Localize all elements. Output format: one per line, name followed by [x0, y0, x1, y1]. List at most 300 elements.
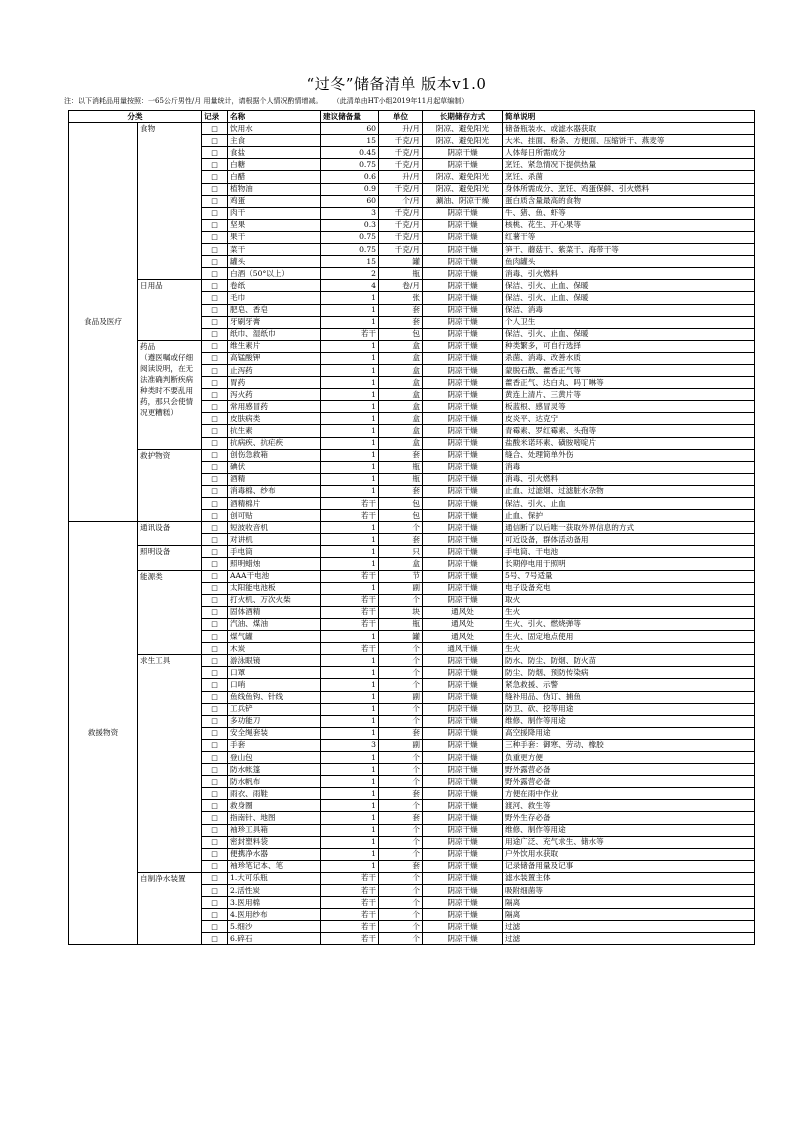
item-storage-method: 阴凉干燥: [423, 727, 503, 739]
item-unit: 个: [379, 872, 423, 884]
record-checkbox[interactable]: □: [202, 679, 228, 691]
item-description: 保洁、引火、止血、保暖: [503, 292, 755, 304]
item-unit: 个: [379, 715, 423, 727]
category-main: 食品及医疗: [69, 123, 138, 522]
page-title: “过冬”储备清单 版本v1.0: [306, 75, 487, 93]
category-sub: [138, 872, 202, 945]
item-storage-method: 阴凉干燥: [423, 437, 503, 449]
item-unit: 个: [379, 824, 423, 836]
record-checkbox[interactable]: □: [202, 171, 228, 183]
item-storage-method: 阴凉干燥: [423, 691, 503, 703]
table-row: [69, 655, 755, 667]
item-storage-method: 阴凉干燥: [423, 812, 503, 824]
item-name: 3.医用棉: [228, 897, 321, 909]
item-description: 保洁、引火、止血、保暖: [503, 280, 755, 292]
item-storage-method: 阴凉干燥: [423, 485, 503, 497]
item-quantity: 若干: [321, 498, 379, 510]
record-checkbox[interactable]: □: [202, 776, 228, 788]
item-quantity: 3: [321, 207, 379, 219]
item-quantity: 0.75: [321, 231, 379, 243]
item-quantity: 1: [321, 449, 379, 461]
item-unit: 千克/月: [379, 207, 423, 219]
item-quantity: 0.6: [321, 171, 379, 183]
item-quantity: 若干: [321, 643, 379, 655]
record-checkbox[interactable]: □: [202, 522, 228, 534]
record-checkbox[interactable]: □: [202, 764, 228, 776]
item-description: 野外露营必备: [503, 776, 755, 788]
item-name: 饮用水: [228, 123, 321, 135]
record-checkbox[interactable]: □: [202, 836, 228, 848]
item-unit: 套: [379, 316, 423, 328]
record-checkbox[interactable]: □: [202, 788, 228, 800]
item-unit: 套: [379, 860, 423, 872]
item-description: 通信断了以后唯一获取外界信息的方式: [503, 522, 755, 534]
item-unit: 千克/月: [379, 135, 423, 147]
item-name: 手套: [228, 739, 321, 751]
item-name: 指南针、地图: [228, 812, 321, 824]
item-quantity: 1: [321, 582, 379, 594]
item-quantity: 1: [321, 764, 379, 776]
record-checkbox[interactable]: □: [202, 231, 228, 243]
item-unit: 千克/月: [379, 159, 423, 171]
record-checkbox[interactable]: □: [202, 268, 228, 280]
item-description: 渡河、救生等: [503, 800, 755, 812]
item-unit: 个: [379, 751, 423, 763]
item-name: 登山包: [228, 751, 321, 763]
item-quantity: 1: [321, 340, 379, 352]
item-unit: 个: [379, 909, 423, 921]
item-description: 生火: [503, 606, 755, 618]
item-storage-method: 阴凉干燥: [423, 147, 503, 159]
item-name: 木炭: [228, 643, 321, 655]
item-quantity: 1: [321, 788, 379, 800]
item-quantity: 1: [321, 425, 379, 437]
record-checkbox[interactable]: □: [202, 461, 228, 473]
record-checkbox[interactable]: □: [202, 885, 228, 897]
record-checkbox[interactable]: □: [202, 703, 228, 715]
item-storage-method: 阴凉干燥: [423, 788, 503, 800]
item-storage-method: 阴凉干燥: [423, 340, 503, 352]
item-unit: 个: [379, 703, 423, 715]
item-description: 5号、7号适量: [503, 570, 755, 582]
item-name: 牙刷牙膏: [228, 316, 321, 328]
item-quantity: 4: [321, 280, 379, 292]
record-checkbox[interactable]: □: [202, 546, 228, 558]
item-unit: 千克/月: [379, 183, 423, 195]
item-description: 缝合、处理简单外伤: [503, 449, 755, 461]
item-unit: 瓶: [379, 268, 423, 280]
record-checkbox[interactable]: □: [202, 860, 228, 872]
item-description: 止血、保护: [503, 510, 755, 522]
record-checkbox[interactable]: □: [202, 207, 228, 219]
item-description: 笋干、蘑菇干、紫菜干、海带干等: [503, 244, 755, 256]
item-quantity: 1: [321, 377, 379, 389]
item-description: 生火、引火、燃烧弹等: [503, 618, 755, 630]
item-quantity: 若干: [321, 570, 379, 582]
item-description: 长期停电用于照明: [503, 558, 755, 570]
table-row: [69, 872, 755, 884]
item-storage-method: 阴凉干燥: [423, 848, 503, 860]
record-checkbox[interactable]: □: [202, 401, 228, 413]
item-unit: 套: [379, 534, 423, 546]
item-storage-method: 阴凉干燥: [423, 764, 503, 776]
item-name: 常用感冒药: [228, 401, 321, 413]
item-quantity: 1: [321, 751, 379, 763]
item-description: 红薯干等: [503, 231, 755, 243]
item-storage-method: 阴凉干燥: [423, 328, 503, 340]
item-name: 泻火药: [228, 389, 321, 401]
record-checkbox[interactable]: □: [202, 582, 228, 594]
item-quantity: 1: [321, 401, 379, 413]
record-checkbox[interactable]: □: [202, 135, 228, 147]
record-checkbox[interactable]: □: [202, 534, 228, 546]
item-quantity: 1: [321, 364, 379, 376]
item-description: 人体每日所需成分: [503, 147, 755, 159]
item-unit: 副: [379, 739, 423, 751]
item-quantity: 1: [321, 631, 379, 643]
item-storage-method: 阴凉干燥: [423, 207, 503, 219]
item-storage-method: 阴凉、避免阳光: [423, 183, 503, 195]
item-name: 果干: [228, 231, 321, 243]
record-checkbox[interactable]: □: [202, 413, 228, 425]
item-unit: 盒: [379, 401, 423, 413]
item-quantity: 1: [321, 304, 379, 316]
item-name: 防水帆布: [228, 776, 321, 788]
item-name: 打火机、万次火柴: [228, 594, 321, 606]
category-sub-label: 照明设备: [140, 547, 171, 557]
item-name: 纸巾、湿纸巾: [228, 328, 321, 340]
record-checkbox[interactable]: □: [202, 800, 228, 812]
item-storage-method: 阴凉干燥: [423, 921, 503, 933]
item-description: 取火: [503, 594, 755, 606]
record-checkbox[interactable]: □: [202, 195, 228, 207]
inventory-table: [68, 110, 755, 945]
record-checkbox[interactable]: □: [202, 340, 228, 352]
item-storage-method: 阴凉干燥: [423, 413, 503, 425]
record-checkbox[interactable]: □: [202, 848, 228, 860]
item-name: 白醋: [228, 171, 321, 183]
item-description: 生火、固定地点使用: [503, 631, 755, 643]
item-quantity: 若干: [321, 510, 379, 522]
item-unit: 套: [379, 449, 423, 461]
item-description: 方便在雨中作业: [503, 788, 755, 800]
item-description: 滤水装置主体: [503, 872, 755, 884]
item-description: 野外生存必备: [503, 812, 755, 824]
category-sub-label: 药品: [140, 341, 156, 351]
item-unit: 瓶: [379, 473, 423, 485]
category-sub: [138, 123, 202, 280]
table-row: [69, 280, 755, 292]
item-storage-method: 阴凉、避免阳光: [423, 135, 503, 147]
record-checkbox[interactable]: □: [202, 147, 228, 159]
item-storage-method: 涮油、阴凉干燥: [423, 195, 503, 207]
item-description: 野外露营必备: [503, 764, 755, 776]
record-checkbox[interactable]: □: [202, 498, 228, 510]
record-checkbox[interactable]: □: [202, 389, 228, 401]
item-quantity: 1: [321, 292, 379, 304]
item-name: AAA干电池: [228, 570, 321, 582]
item-storage-method: 阴凉干燥: [423, 473, 503, 485]
record-checkbox[interactable]: □: [202, 643, 228, 655]
item-name: 鱼线鱼钩、针线: [228, 691, 321, 703]
item-unit: 个: [379, 921, 423, 933]
item-description: 青霉素、罗红霉素、头孢等: [503, 425, 755, 437]
category-sub-label: 自制净水装置: [140, 873, 186, 883]
record-checkbox[interactable]: □: [202, 558, 228, 570]
item-quantity: 1: [321, 546, 379, 558]
item-unit: 副: [379, 691, 423, 703]
item-name: 菜干: [228, 244, 321, 256]
record-checkbox[interactable]: □: [202, 594, 228, 606]
item-quantity: 15: [321, 135, 379, 147]
item-storage-method: 阴凉干燥: [423, 703, 503, 715]
item-description: 消毒、引火燃料: [503, 473, 755, 485]
item-storage-method: 阴凉干燥: [423, 316, 503, 328]
item-unit: 罐: [379, 631, 423, 643]
category-sub-label: 食物: [140, 124, 156, 134]
item-description: 烹饪、紧急情况下提供热量: [503, 159, 755, 171]
item-unit: 个: [379, 522, 423, 534]
item-description: 生火: [503, 643, 755, 655]
item-name: 维生素片: [228, 340, 321, 352]
item-name: 口罩: [228, 667, 321, 679]
item-description: 记录储备用量及记事: [503, 860, 755, 872]
item-quantity: 1: [321, 558, 379, 570]
record-checkbox[interactable]: □: [202, 909, 228, 921]
item-name: 太阳能电池板: [228, 582, 321, 594]
category-main: 救援物资: [69, 522, 138, 945]
header-check: 记录: [202, 111, 228, 123]
item-unit: 个: [379, 836, 423, 848]
record-checkbox[interactable]: □: [202, 812, 228, 824]
record-checkbox[interactable]: □: [202, 256, 228, 268]
item-description: 吸附细菌等: [503, 885, 755, 897]
category-sub: [138, 340, 202, 449]
item-storage-method: 阴凉干燥: [423, 377, 503, 389]
item-storage-method: 阴凉干燥: [423, 498, 503, 510]
item-storage-method: 阴凉干燥: [423, 389, 503, 401]
record-checkbox[interactable]: □: [202, 280, 228, 292]
item-description: 盐酸米诺环素、磺胺嘧啶片: [503, 437, 755, 449]
item-unit: 只: [379, 546, 423, 558]
record-checkbox[interactable]: □: [202, 897, 228, 909]
item-name: 创伤急救箱: [228, 449, 321, 461]
record-checkbox[interactable]: □: [202, 606, 228, 618]
record-checkbox[interactable]: □: [202, 328, 228, 340]
record-checkbox[interactable]: □: [202, 244, 228, 256]
record-checkbox[interactable]: □: [202, 727, 228, 739]
record-checkbox[interactable]: □: [202, 123, 228, 135]
table-row: [69, 340, 755, 352]
item-name: 酒精: [228, 473, 321, 485]
item-description: 电子设备充电: [503, 582, 755, 594]
item-description: 防尘、防烟、预防传染病: [503, 667, 755, 679]
item-name: 坚果: [228, 219, 321, 231]
record-checkbox[interactable]: □: [202, 739, 228, 751]
item-quantity: 若干: [321, 872, 379, 884]
item-description: 缝补用品、伪订、捕鱼: [503, 691, 755, 703]
usage-note: 注：以下消耗品用量按照：一65公斤男性/月 用量统计，请根据个人情况酌情增减。: [64, 97, 323, 105]
header-unit: 单位: [379, 111, 423, 123]
item-unit: 盒: [379, 377, 423, 389]
header-category: 分类: [69, 111, 202, 123]
item-description: 可近设备，群体活动备用: [503, 534, 755, 546]
item-description: 维修、制作等用途: [503, 824, 755, 836]
category-sub-label: 救护物资: [140, 450, 171, 460]
item-description: 藿香正气、达白丸、吗丁啉等: [503, 377, 755, 389]
item-storage-method: 阴凉干燥: [423, 751, 503, 763]
item-quantity: 3: [321, 739, 379, 751]
item-storage-method: 阴凉干燥: [423, 679, 503, 691]
record-checkbox[interactable]: □: [202, 691, 228, 703]
item-description: 紧急救援、示警: [503, 679, 755, 691]
item-quantity: 0.75: [321, 159, 379, 171]
item-quantity: 1: [321, 389, 379, 401]
item-unit: 套: [379, 788, 423, 800]
record-checkbox[interactable]: □: [202, 872, 228, 884]
item-name: 救身圈: [228, 800, 321, 812]
item-unit: 卷/月: [379, 280, 423, 292]
item-description: 止血、过滤烟、过滤脏水杂物: [503, 485, 755, 497]
record-checkbox[interactable]: □: [202, 473, 228, 485]
item-name: 主食: [228, 135, 321, 147]
record-checkbox[interactable]: □: [202, 510, 228, 522]
record-checkbox[interactable]: □: [202, 715, 228, 727]
item-unit: 包: [379, 510, 423, 522]
record-checkbox[interactable]: □: [202, 655, 228, 667]
record-checkbox[interactable]: □: [202, 292, 228, 304]
item-quantity: 若干: [321, 328, 379, 340]
item-unit: 张: [379, 292, 423, 304]
item-storage-method: 阴凉干燥: [423, 219, 503, 231]
record-checkbox[interactable]: □: [202, 921, 228, 933]
item-name: 工兵铲: [228, 703, 321, 715]
item-unit: 包: [379, 498, 423, 510]
item-description: 大米、挂面、粉条、方便面、压缩饼干、燕麦等: [503, 135, 755, 147]
record-checkbox[interactable]: □: [202, 159, 228, 171]
item-quantity: 若干: [321, 594, 379, 606]
header-storage-method: 长期储存方式: [423, 111, 503, 123]
item-unit: 个: [379, 897, 423, 909]
item-unit: 千克/月: [379, 147, 423, 159]
item-description: 高空援降用途: [503, 727, 755, 739]
item-unit: 个: [379, 933, 423, 945]
item-unit: 瓶: [379, 461, 423, 473]
category-sub-label: 日用品: [140, 281, 163, 291]
item-storage-method: 阴凉干燥: [423, 824, 503, 836]
item-name: 煤气罐: [228, 631, 321, 643]
record-checkbox[interactable]: □: [202, 751, 228, 763]
category-sub-label: 通讯设备: [140, 523, 171, 533]
item-quantity: 1: [321, 703, 379, 715]
record-checkbox[interactable]: □: [202, 570, 228, 582]
item-unit: 套: [379, 485, 423, 497]
item-name: 肉干: [228, 207, 321, 219]
item-unit: 瓶: [379, 618, 423, 630]
item-name: 鸡蛋: [228, 195, 321, 207]
item-description: 储备瓶装水、或滤水器获取: [503, 123, 755, 135]
record-checkbox[interactable]: □: [202, 667, 228, 679]
item-storage-method: 通风处: [423, 606, 503, 618]
record-checkbox[interactable]: □: [202, 377, 228, 389]
item-quantity: 若干: [321, 909, 379, 921]
record-checkbox[interactable]: □: [202, 618, 228, 630]
record-checkbox[interactable]: □: [202, 933, 228, 945]
item-storage-method: 阴凉干燥: [423, 159, 503, 171]
item-quantity: 1: [321, 812, 379, 824]
record-checkbox[interactable]: □: [202, 316, 228, 328]
item-unit: 升/月: [379, 171, 423, 183]
item-quantity: 1: [321, 667, 379, 679]
record-checkbox[interactable]: □: [202, 631, 228, 643]
item-unit: 盒: [379, 437, 423, 449]
category-sub-label: 能源类: [140, 571, 163, 581]
item-unit: 个: [379, 594, 423, 606]
item-name: 多功能刀: [228, 715, 321, 727]
item-quantity: 1: [321, 473, 379, 485]
item-storage-method: 阴凉干燥: [423, 776, 503, 788]
item-name: 抗生素: [228, 425, 321, 437]
item-storage-method: 阴凉干燥: [423, 425, 503, 437]
item-name: 雨衣、雨鞋: [228, 788, 321, 800]
item-quantity: 若干: [321, 897, 379, 909]
item-quantity: 60: [321, 123, 379, 135]
item-description: 鱼肉罐头: [503, 256, 755, 268]
item-description: 手电筒、干电池: [503, 546, 755, 558]
item-description: 消毒、引火燃料: [503, 268, 755, 280]
item-name: 创可贴: [228, 510, 321, 522]
record-checkbox[interactable]: □: [202, 437, 228, 449]
record-checkbox[interactable]: □: [202, 352, 228, 364]
item-name: 白酒（50°以上）: [228, 268, 321, 280]
item-name: 便携净水器: [228, 848, 321, 860]
item-unit: 千克/月: [379, 244, 423, 256]
item-quantity: 60: [321, 195, 379, 207]
author-note: （此清单由HT小组2019年11月起草编制）: [332, 97, 469, 105]
item-unit: 千克/月: [379, 231, 423, 243]
item-quantity: 0.45: [321, 147, 379, 159]
record-checkbox[interactable]: □: [202, 425, 228, 437]
item-name: 罐头: [228, 256, 321, 268]
item-quantity: 1: [321, 691, 379, 703]
record-checkbox[interactable]: □: [202, 364, 228, 376]
item-storage-method: 通风处: [423, 631, 503, 643]
record-checkbox[interactable]: □: [202, 219, 228, 231]
item-storage-method: 通风处: [423, 618, 503, 630]
item-name: 安全绳套装: [228, 727, 321, 739]
record-checkbox[interactable]: □: [202, 485, 228, 497]
record-checkbox[interactable]: □: [202, 183, 228, 195]
item-storage-method: 阴凉干燥: [423, 897, 503, 909]
record-checkbox[interactable]: □: [202, 304, 228, 316]
table-row: [69, 546, 755, 558]
item-description: 个人卫生: [503, 316, 755, 328]
item-unit: 节: [379, 570, 423, 582]
header-quantity: 建议储备量: [321, 111, 379, 123]
item-storage-method: 阴凉干燥: [423, 510, 503, 522]
item-unit: 副: [379, 582, 423, 594]
category-sub-label: 求生工具: [140, 656, 171, 666]
item-name: 卷纸: [228, 280, 321, 292]
item-storage-method: 阴凉干燥: [423, 582, 503, 594]
table-row: [69, 522, 755, 534]
record-checkbox[interactable]: □: [202, 824, 228, 836]
record-checkbox[interactable]: □: [202, 449, 228, 461]
item-storage-method: 阴凉干燥: [423, 667, 503, 679]
item-name: 汽油、煤油: [228, 618, 321, 630]
item-storage-method: 阴凉干燥: [423, 885, 503, 897]
item-unit: 盒: [379, 340, 423, 352]
